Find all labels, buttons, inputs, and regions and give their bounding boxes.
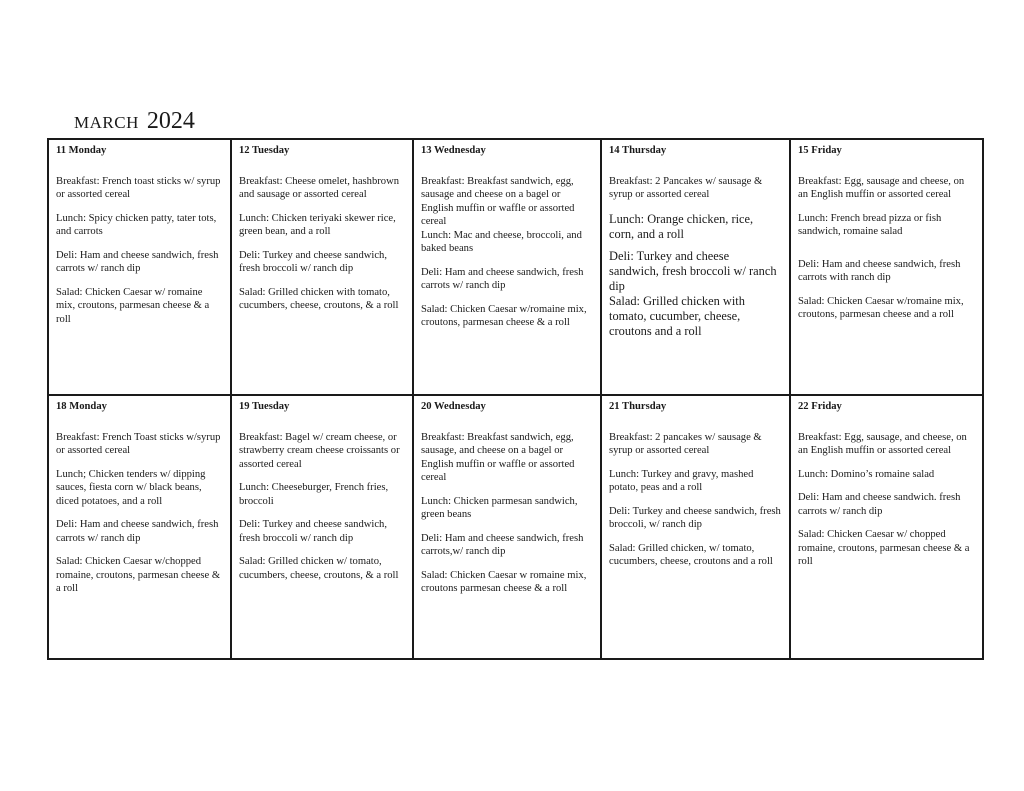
day-heading: 15 Friday — [798, 145, 842, 156]
deli-entry: Deli: Turkey and cheese sandwich, fresh broccoli w/ ranch dip — [609, 249, 777, 294]
salad-entry: Salad: Grilled chicken with tomato, cucumber, cheese, croutons and a roll — [609, 294, 745, 338]
salad-entry: Salad: Chicken Caesar w/chopped romaine, croutons, parmesan cheese & a roll — [56, 556, 221, 595]
day-heading: 12 Tuesday — [239, 145, 290, 156]
lunch-entry: Lunch: Orange chicken, rice, corn, and a roll — [609, 211, 754, 241]
lunch-entry: Lunch: Spicy chicken patty, tater tots, and carrots — [56, 212, 217, 238]
week-row-2 — [48, 395, 983, 659]
title-month: MARCH — [74, 113, 139, 132]
day-cell-20-wednesday — [413, 395, 601, 659]
lunch-entry: Lunch: Chicken parmesan sandwich, green beans — [421, 495, 578, 521]
salad-entry: Salad: Grilled chicken w/ tomato, cucumbers, cheese, croutons, & a roll — [239, 556, 399, 581]
breakfast-entry: Breakfast: Bagel w/ cream cheese, or strawberry cream cheese croissants or assorted cereal — [239, 431, 400, 470]
breakfast-entry: Breakfast: Breakfast sandwich, egg, sausage and cheese on a bagel or English muffin or waffle or assorted cereal — [421, 175, 575, 228]
day-heading: 19 Tuesday — [239, 401, 290, 412]
breakfast-entry: Breakfast: Cheese omelet, hashbrown and sausage or assorted cereal — [239, 175, 400, 201]
day-heading: 20 Wednesday — [421, 401, 486, 412]
title-year: 2024 — [146, 108, 195, 134]
page-title — [74, 108, 195, 135]
lunch-entry: Lunch: Domino’s romaine salad — [798, 468, 935, 480]
day-cell-13-wednesday — [413, 139, 601, 395]
day-heading: 18 Monday — [56, 401, 107, 412]
salad-entry: Salad: Chicken Caesar w romaine mix, croutons parmesan cheese & a roll — [421, 569, 587, 595]
day-cell-22-friday — [790, 395, 983, 659]
salad-entry: Salad: Chicken Caesar w/ chopped romaine, croutons, parmesan cheese & a roll — [798, 529, 970, 568]
deli-entry: Deli: Ham and cheese sandwich, fresh carrots,w/ ranch dip — [421, 532, 584, 558]
deli-entry: Deli: Turkey and cheese sandwich, fresh broccoli w/ ranch dip — [239, 519, 387, 544]
lunch-entry: Lunch; Chicken tenders w/ dipping sauces, fiesta corn w/ black beans, diced potatoes, and a roll — [56, 468, 206, 507]
day-cell-11-monday — [48, 139, 231, 395]
lunch-entry: Lunch: Chicken teriyaki skewer rice, green bean, and a roll — [239, 212, 396, 238]
salad-entry: Salad: Grilled chicken with tomato, cucumbers, cheese, croutons, & a roll — [239, 286, 399, 312]
breakfast-entry: Breakfast: Egg, sausage, and cheese, on an English muffin or assorted cereal — [798, 431, 967, 457]
day-cell-12-tuesday — [231, 139, 413, 395]
day-cell-14-thursday — [601, 139, 790, 395]
week-row-1 — [48, 139, 983, 395]
deli-entry: Deli: Ham and cheese sandwich, fresh carrots w/ ranch dip — [56, 249, 219, 275]
lunch-entry: Lunch: Mac and cheese, broccoli, and baked beans — [421, 229, 582, 255]
lunch-entry: Lunch: Turkey and gravy, mashed potato, peas and a roll — [609, 468, 754, 494]
deli-entry: Deli: Ham and cheese sandwich, fresh carrots with ranch dip — [798, 258, 961, 284]
day-cell-19-tuesday — [231, 395, 413, 659]
day-heading: 11 Monday — [56, 145, 107, 156]
breakfast-entry: Breakfast: Egg, sausage and cheese, on an English muffin or assorted cereal — [798, 175, 965, 201]
day-heading: 13 Wednesday — [421, 145, 486, 156]
deli-entry: Deli: Turkey and cheese sandwich, fresh broccoli, w/ ranch dip — [609, 505, 781, 531]
lunch-entry: Lunch: Cheeseburger, French fries, broccoli — [239, 482, 389, 507]
day-cell-15-friday — [790, 139, 983, 395]
breakfast-entry: Breakfast: 2 pancakes w/ sausage & syrup or assorted cereal — [609, 431, 762, 457]
day-heading: 21 Thursday — [609, 401, 667, 412]
day-cell-21-thursday — [601, 395, 790, 659]
salad-entry: Salad: Chicken Caesar w/ romaine mix, croutons, parmesan cheese & a roll — [56, 286, 210, 325]
day-heading: 14 Thursday — [609, 145, 667, 156]
salad-entry: Salad: Chicken Caesar w/romaine mix, croutons, parmesan cheese and a roll — [798, 295, 964, 321]
lunch-entry: Lunch: French bread pizza or fish sandwich, romaine salad — [798, 212, 942, 238]
menu-calendar — [47, 138, 984, 660]
breakfast-entry: Breakfast: French toast sticks w/ syrup or assorted cereal — [56, 175, 221, 201]
deli-entry: Deli: Ham and cheese sandwich. fresh carrots w/ ranch dip — [798, 492, 961, 517]
salad-entry: Salad: Grilled chicken, w/ tomato, cucumbers, cheese, croutons and a roll — [609, 542, 773, 568]
day-cell-18-monday — [48, 395, 231, 659]
breakfast-entry: Breakfast: French Toast sticks w/syrup or assorted cereal — [56, 431, 221, 457]
deli-entry: Deli: Turkey and cheese sandwich, fresh broccoli w/ ranch dip — [239, 249, 387, 275]
breakfast-entry: Breakfast: 2 Pancakes w/ sausage & syrup or assorted cereal — [609, 175, 763, 201]
salad-entry: Salad: Chicken Caesar w/romaine mix, croutons, parmesan cheese & a roll — [421, 303, 587, 329]
deli-entry: Deli: Ham and cheese sandwich, fresh carrots w/ ranch dip — [56, 519, 219, 544]
breakfast-entry: Breakfast: Breakfast sandwich, egg, sausage, and cheese on a bagel or English muffin or waffle or assorted cereal — [421, 431, 575, 484]
day-heading: 22 Friday — [798, 401, 842, 412]
deli-entry: Deli: Ham and cheese sandwich, fresh carrots w/ ranch dip — [421, 266, 584, 292]
